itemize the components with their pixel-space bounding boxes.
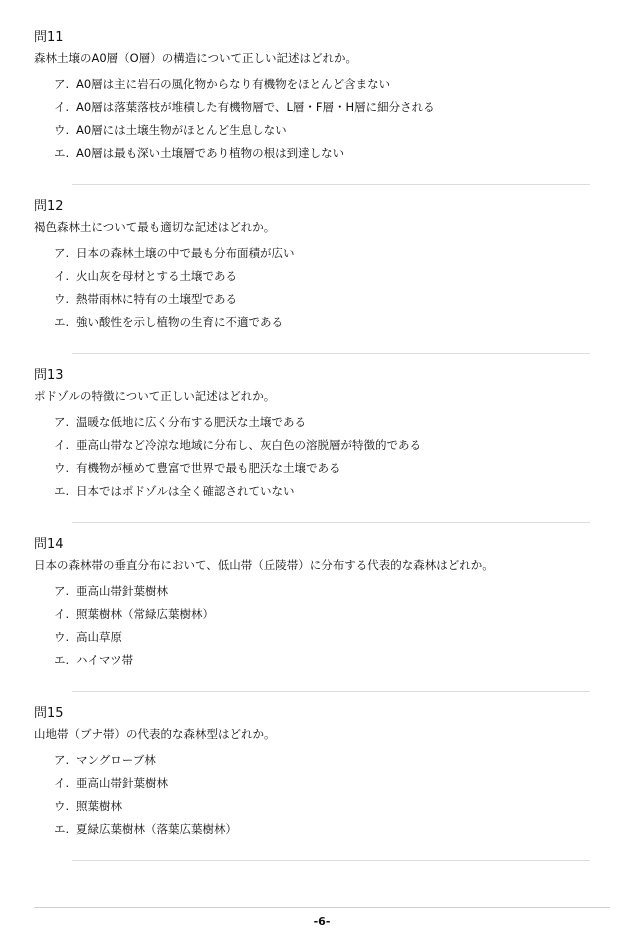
question-stem: 森林土壌のA0層（O層）の構造について正しい記述はどれか。 — [34, 51, 358, 65]
option-i — [54, 268, 604, 284]
option-i — [54, 437, 604, 453]
option-label: ウ. — [54, 123, 70, 137]
option-label: イ. — [54, 100, 70, 114]
option-list — [34, 414, 604, 499]
option-label: エ. — [54, 653, 70, 667]
option-e — [54, 652, 604, 668]
question-stem: ポドゾルの特徴について正しい記述はどれか。 — [34, 389, 276, 403]
option-text: 熱帯雨林に特有の土壌型である — [76, 292, 237, 306]
question-number: 問14 — [34, 537, 64, 552]
option-label: ア. — [54, 77, 70, 91]
page-number: -6- — [313, 915, 331, 928]
option-text: 温暖な低地に広く分布する肥沃な土壌である — [76, 415, 306, 429]
option-e — [54, 314, 604, 330]
option-u — [54, 122, 604, 138]
option-label: エ. — [54, 146, 70, 160]
option-text: 日本の森林土壌の中で最も分布面積が広い — [76, 246, 295, 260]
option-label: エ. — [54, 484, 70, 498]
option-text: 夏緑広葉樹林（落葉広葉樹林） — [76, 822, 237, 836]
option-i — [54, 606, 604, 622]
option-label: ウ. — [54, 799, 70, 813]
question-divider — [72, 691, 590, 692]
option-label: ア. — [54, 246, 70, 260]
option-text: 亜高山帯針葉樹林 — [76, 584, 168, 598]
question-number: 問12 — [34, 199, 64, 214]
option-label: ウ. — [54, 292, 70, 306]
question-number: 問11 — [34, 30, 64, 45]
option-label: ウ. — [54, 630, 70, 644]
option-text: A0層は落葉落枝が堆積した有機物層で、L層・F層・H層に細分される — [76, 100, 435, 114]
question-divider — [72, 860, 590, 861]
option-text: 照葉樹林（常緑広葉樹林） — [76, 607, 214, 621]
question-divider — [72, 184, 590, 185]
option-text: マングローブ林 — [76, 753, 156, 767]
option-label: ア. — [54, 753, 70, 767]
question-number: 問13 — [34, 368, 64, 383]
option-a — [54, 583, 604, 599]
option-text: 亜高山帯など冷涼な地域に分布し、灰白色の溶脱層が特徴的である — [76, 438, 421, 452]
option-e — [54, 821, 604, 837]
option-u — [54, 629, 604, 645]
question-divider — [72, 522, 590, 523]
option-text: A0層は主に岩石の風化物からなり有機物をほとんど含まない — [76, 77, 391, 91]
option-label: ア. — [54, 584, 70, 598]
option-list — [34, 752, 604, 837]
question-13 — [34, 368, 604, 506]
option-list — [34, 245, 604, 330]
option-text: 火山灰を母材とする土壌である — [76, 269, 237, 283]
question-12 — [34, 199, 604, 337]
option-label: エ. — [54, 822, 70, 836]
option-label: イ. — [54, 607, 70, 621]
question-stem: 日本の森林帯の垂直分布において、低山帯（丘陵帯）に分布する代表的な森林はどれか。 — [34, 558, 494, 572]
option-text: 強い酸性を示し植物の生育に不適である — [76, 315, 283, 329]
option-u — [54, 291, 604, 307]
footer-divider — [34, 907, 610, 908]
question-14 — [34, 537, 604, 675]
option-i — [54, 99, 604, 115]
option-label: ア. — [54, 415, 70, 429]
option-text: 日本ではポドゾルは全く確認されていない — [76, 484, 295, 498]
option-list — [34, 76, 604, 161]
option-e — [54, 483, 604, 499]
option-text: 有機物が極めて豊富で世界で最も肥沃な土壌である — [76, 461, 341, 475]
question-15 — [34, 706, 604, 844]
question-stem: 山地帯（ブナ帯）の代表的な森林型はどれか。 — [34, 727, 276, 741]
option-text: 照葉樹林 — [76, 799, 122, 813]
option-a — [54, 752, 604, 768]
option-u — [54, 460, 604, 476]
option-text: 亜高山帯針葉樹林 — [76, 776, 168, 790]
question-11 — [34, 30, 604, 168]
option-a — [54, 76, 604, 92]
option-label: エ. — [54, 315, 70, 329]
option-a — [54, 245, 604, 261]
option-e — [54, 145, 604, 161]
option-text: 高山草原 — [76, 630, 122, 644]
option-text: A0層は最も深い土壌層であり植物の根は到達しない — [76, 146, 345, 160]
option-list — [34, 583, 604, 668]
question-number: 問15 — [34, 706, 64, 721]
option-label: イ. — [54, 776, 70, 790]
option-text: A0層には土壌生物がほとんど生息しない — [76, 123, 287, 137]
option-label: イ. — [54, 269, 70, 283]
question-divider — [72, 353, 590, 354]
option-label: ウ. — [54, 461, 70, 475]
option-text: ハイマツ帯 — [76, 653, 134, 667]
question-stem: 褐色森林土について最も適切な記述はどれか。 — [34, 220, 276, 234]
option-label: イ. — [54, 438, 70, 452]
option-i — [54, 775, 604, 791]
option-a — [54, 414, 604, 430]
option-u — [54, 798, 604, 814]
